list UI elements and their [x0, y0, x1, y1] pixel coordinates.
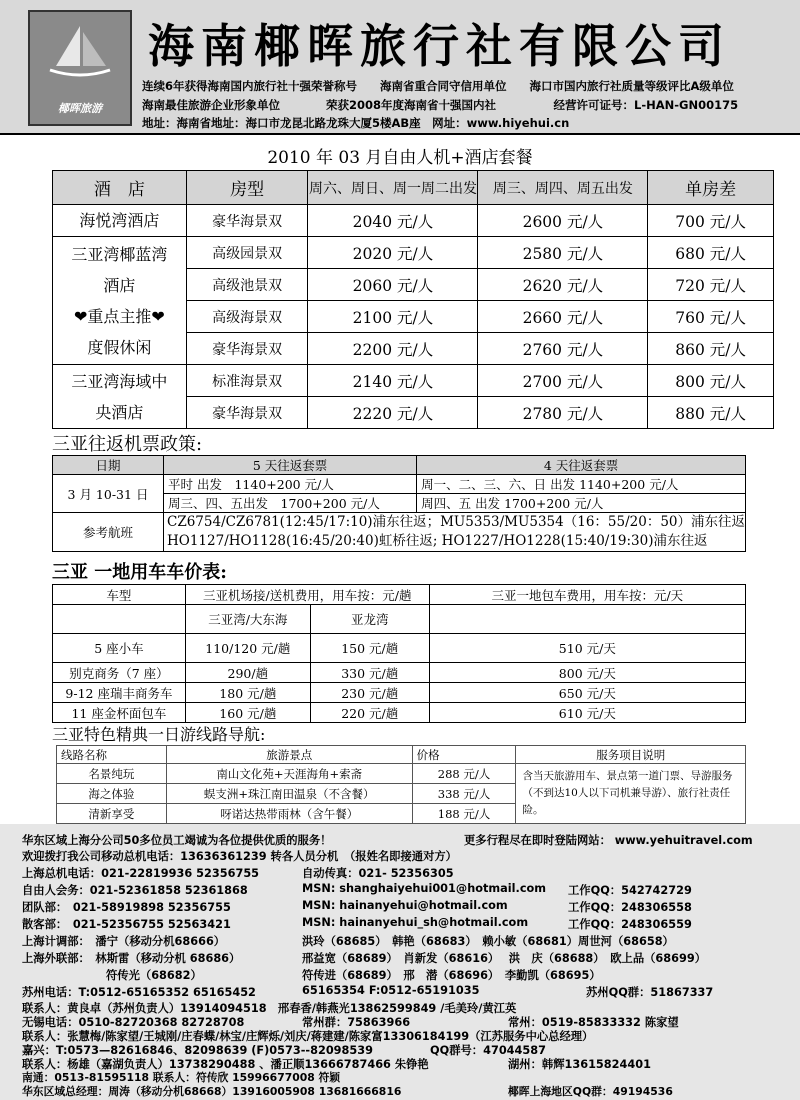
col-transfer: 三亚机场接/送机费用，用车按：元/趟: [185, 585, 429, 605]
table-row: [53, 475, 746, 494]
single-supplement: 760 元/人: [648, 301, 774, 333]
route-spots: 呀诺达热带雨林（含午餐）: [166, 804, 412, 824]
hotel-name-line: 三亚湾海域中: [71, 371, 168, 391]
table-row: [53, 205, 774, 237]
transfer-price: 110/120 元/趟: [185, 634, 310, 663]
jiaxing-qq-group: QQ群号：47044587: [430, 1044, 546, 1057]
col-price-midweek: 周三、周四、周五出发: [478, 171, 648, 205]
table-row: [53, 634, 746, 663]
company-logo: [28, 10, 132, 126]
conference-phone: 自由人会务：021-52361858 52361868: [22, 884, 248, 897]
col-four-day: 4 天往返套票: [417, 456, 746, 475]
company-header: [0, 0, 800, 135]
col-five-day: 5 天往返套票: [164, 456, 417, 475]
route-name: 清新享受: [57, 804, 167, 824]
route-price: 288 元/人: [412, 764, 516, 784]
transfer-price: 230 元/趟: [310, 683, 429, 703]
msn-contact: MSN: shanghaiyehui001@hotmail.com: [302, 882, 547, 895]
route-name: 海之体验: [57, 784, 167, 804]
price-weekend: 2060 元/人: [308, 269, 478, 301]
col-sanya-bay: 三亚湾/大东海: [185, 605, 310, 634]
hotel-name-line: 央酒店: [95, 402, 144, 422]
col-price: 价格: [412, 746, 516, 764]
table-header-row: [57, 746, 746, 764]
col-date: 日期: [53, 456, 164, 475]
planning-staff: 洪玲（68685） 韩艳（68683） 赖小敏（68681）周世河（68658）: [302, 935, 674, 948]
col-single-supplement: 单房差: [648, 171, 774, 205]
transfer-price: 150 元/趟: [310, 634, 429, 663]
col-route-name: 线路名称: [57, 746, 167, 764]
transfer-price: 290/趟: [185, 663, 310, 683]
price-midweek: 2660 元/人: [478, 301, 648, 333]
route-name: 名景纯玩: [57, 764, 167, 784]
table-row: [53, 663, 746, 683]
four-day-fare: 周四、五 出发 1700+200 元/人: [417, 494, 746, 513]
tour-route-table: [56, 745, 746, 824]
jiaxing-phone: 嘉兴：T:0573—82616846、82098639 (F)0573--82098539: [22, 1044, 373, 1057]
car-type: 别克商务（7 座）: [53, 663, 186, 683]
table-row: [53, 237, 774, 269]
flight-section-title: 三亚往返机票政策:: [52, 434, 203, 455]
group-dept-phone: 团队部： 021-58919898 52356755: [22, 901, 231, 914]
charter-price: 610 元/天: [429, 703, 745, 723]
route-price: 188 元/人: [412, 804, 516, 824]
liaison-staff-3: 符传进（68689） 邢 潜（68696） 李勤凯（68695）: [302, 969, 601, 982]
blank-cell: [429, 605, 745, 634]
hotline: 欢迎拨打我公司移动总机电话：13636361239 转各人员分机 （报姓名即接通对方）: [22, 850, 457, 863]
suzhou-qq-group: 苏州QQ群：51867337: [586, 986, 714, 999]
suzhou-contacts: 联系人：黄良卓（苏州负责人）13914094518 邢春香/韩燕光13862599849 /毛美玲/黄江英: [22, 1002, 517, 1015]
msn-contact: MSN: hainanyehui@hotmail.com: [302, 899, 508, 912]
contact-footer: [0, 824, 800, 1100]
transfer-price: 220 元/趟: [310, 703, 429, 723]
tour-section-title: 三亚特色精典一日游线路导航:: [52, 725, 266, 744]
transfer-price: 330 元/趟: [310, 663, 429, 683]
table-header-row: [53, 171, 774, 205]
col-price-weekend: 周六、周日、周一周二出发: [308, 171, 478, 205]
transfer-price: 180 元/趟: [185, 683, 310, 703]
table-subheader-row: [53, 605, 746, 634]
col-car-type: 车型: [53, 585, 186, 605]
col-spots: 旅游景点: [166, 746, 412, 764]
jiahu-contacts: 联系人：杨雄（嘉湖负责人）13738290488 、潘正顺13666787466 朱铮艳: [22, 1058, 429, 1071]
price-midweek: 2580 元/人: [478, 237, 648, 269]
suzhou-phone: 苏州电话：T:0512-65165352 65165452: [22, 986, 256, 999]
table-row: [57, 764, 746, 784]
changzhou-group: 常州群：75863966: [302, 1016, 411, 1029]
flight-policy-table: [52, 455, 746, 552]
planning-dept: 上海计调部： 潘宁（移动分机68666）: [22, 935, 226, 948]
footer-intro: 华东区域上海分公司50多位员工竭诚为各位提供优质的服务！: [22, 834, 332, 847]
price-midweek: 2700 元/人: [478, 365, 648, 397]
liaison-staff: 邢益宽（68689） 肖新发（68616） 洪 庆（68688） 欧上品（68699）: [302, 952, 707, 965]
work-qq: 工作QQ：248306558: [568, 901, 692, 914]
hotel-name: 海悦湾酒店: [53, 205, 187, 237]
sailboat-logo-icon: [44, 22, 116, 82]
work-qq: 工作QQ：248306559: [568, 918, 692, 931]
car-type: 9-12 座瑞丰商务车: [53, 683, 186, 703]
price-weekend: 2200 元/人: [308, 333, 478, 365]
car-type: 5 座小车: [53, 634, 186, 663]
col-room: 房型: [186, 171, 308, 205]
col-hotel: 酒 店: [53, 171, 187, 205]
hotel-name-line: 酒店: [103, 275, 136, 295]
liaison-dept: 上海外联部： 林斯雷（移动分机 68686）: [22, 952, 241, 965]
car-section-title: 三亚 一地用车车价表:: [52, 562, 227, 583]
price-weekend: 2220 元/人: [308, 397, 478, 429]
featured-label: ❤重点主推❤: [73, 306, 165, 326]
flight-line: HO1127/HO1128(16:45/20:40)虹桥往返; HO1227/HO1228(15:40/19:30)浦东往返: [167, 533, 708, 549]
four-day-fare: 周一、二、三、六、日 出发 1140+200 元/人: [417, 475, 746, 494]
price-weekend: 2100 元/人: [308, 301, 478, 333]
price-midweek: 2760 元/人: [478, 333, 648, 365]
reference-flights: [164, 513, 746, 552]
route-spots: 蜈支洲+珠江南田温泉（不含餐）: [166, 784, 412, 804]
car-type: 11 座金杯面包车: [53, 703, 186, 723]
price-midweek: 2620 元/人: [478, 269, 648, 301]
transfer-price: 160 元/趟: [185, 703, 310, 723]
auto-fax: 自动传真：021- 52356305: [302, 867, 454, 880]
hotel-name-line: 三亚湾椰蓝湾: [71, 244, 168, 264]
table-header-row: [53, 585, 746, 605]
price-weekend: 2020 元/人: [308, 237, 478, 269]
single-supplement: 880 元/人: [648, 397, 774, 429]
website-link[interactable]: 更多行程尽在即时登陆网站： www.yehuitravel.com: [464, 834, 753, 847]
work-qq: 工作QQ：542742729: [568, 884, 692, 897]
date-range: 3 月 10-31 日: [53, 475, 164, 513]
general-manager: 华东区域总经理：周涛（移动分机68668）13916005908 13681666816: [22, 1085, 402, 1098]
five-day-fare: 周三、四、五出发 1700+200 元/人: [164, 494, 417, 513]
wuxi-phone: 无锡电话：0510-82720368 82728708: [22, 1016, 245, 1029]
shanghai-main-phone: 上海总机电话：021-22819936 52356755: [22, 867, 260, 880]
reference-flights-label: 参考航班: [53, 513, 164, 552]
table-row: [53, 513, 746, 552]
price-midweek: 2600 元/人: [478, 205, 648, 237]
single-supplement: 700 元/人: [648, 205, 774, 237]
shanghai-qq-group: 椰晖上海地区QQ群：49194536: [508, 1085, 673, 1098]
hotel-name: [53, 365, 187, 429]
table-row: [53, 683, 746, 703]
single-supplement: 800 元/人: [648, 365, 774, 397]
flight-line: CZ6754/CZ6781(12:45/17:10)浦东往返；MU5353/MU5354（16：55/20：50）浦东往返: [167, 514, 745, 530]
single-supplement: 720 元/人: [648, 269, 774, 301]
room-type: 高级海景双: [186, 301, 308, 333]
col-charter: 三亚一地包车费用，用车按：元/天: [429, 585, 745, 605]
price-midweek: 2780 元/人: [478, 397, 648, 429]
room-type: 豪华海景双: [186, 205, 308, 237]
charter-price: 800 元/天: [429, 663, 745, 683]
header-address: 地址：海南省地址：海口市龙昆北路龙珠大厦5楼AB座 网址：www.hiyehui.cn: [142, 116, 570, 130]
room-type: 豪华海景双: [186, 333, 308, 365]
hotel-price-table: [52, 170, 774, 429]
charter-price: 650 元/天: [429, 683, 745, 703]
fit-dept-phone: 散客部： 021-52356755 52563421: [22, 918, 231, 931]
service-note: 含当天旅游用车、景点第一道门票、导游服务（不到达10人以下司机兼导游）、旅行社责任险。: [516, 764, 746, 824]
huzhou-contact: 湖州：韩辉13615824401: [508, 1058, 651, 1071]
jiangsu-contacts: 联系人：张慧梅/陈家望/王城刚/庄春蝶/林宝/庄辉烁/刘庆/蒋建建/陈家富13306184199（江苏服务中心总经理）: [22, 1030, 594, 1043]
route-spots: 南山文化苑+天涯海角+索斋: [166, 764, 412, 784]
room-type: 高级园景双: [186, 237, 308, 269]
blank-cell: [53, 605, 186, 634]
single-supplement: 860 元/人: [648, 333, 774, 365]
table-header-row: [53, 456, 746, 475]
changzhou-phone: 常州：0519-85833332 陈家望: [508, 1016, 679, 1029]
logo-text: 椰晖旅游: [58, 102, 102, 115]
charter-price: 510 元/天: [429, 634, 745, 663]
header-line-1: 连续6年获得海南国内旅行社十强荣誉称号 海南省重合同守信用单位 海口市国内旅行社质量等级评比A级单位: [142, 79, 734, 93]
route-price: 338 元/人: [412, 784, 516, 804]
single-supplement: 680 元/人: [648, 237, 774, 269]
car-price-table: [52, 584, 746, 723]
col-yalong-bay: 亚龙湾: [310, 605, 429, 634]
five-day-fare: 平时 出发 1140+200 元/人: [164, 475, 417, 494]
hotel-name: [53, 237, 187, 365]
table-row: [53, 365, 774, 397]
company-name: 海南椰晖旅行社有限公司: [148, 19, 731, 73]
suzhou-phone-2: 65165354 F:0512-65191035: [302, 984, 480, 997]
col-service: 服务项目说明: [516, 746, 746, 764]
nantong-contact: 南通：0513-81595118 联系人：符传欣 15996677008 符颖: [22, 1071, 341, 1084]
price-weekend: 2140 元/人: [308, 365, 478, 397]
header-line-2: 海南最佳旅游企业形象单位 荣获2008年度海南省十强国内社 经营许可证号：L-HAN-GN00175: [142, 98, 739, 112]
room-type: 标准海景双: [186, 365, 308, 397]
price-weekend: 2040 元/人: [308, 205, 478, 237]
table-row: [53, 703, 746, 723]
room-type: 高级池景双: [186, 269, 308, 301]
liaison-staff-2: 符传光（68682）: [106, 969, 202, 982]
room-type: 豪华海景双: [186, 397, 308, 429]
msn-contact: MSN: hainanyehui_sh@hotmail.com: [302, 916, 529, 929]
page-title: 2010 年 03 月自由人机+酒店套餐: [267, 148, 533, 168]
hotel-name-line: 度假休闲: [87, 337, 152, 357]
